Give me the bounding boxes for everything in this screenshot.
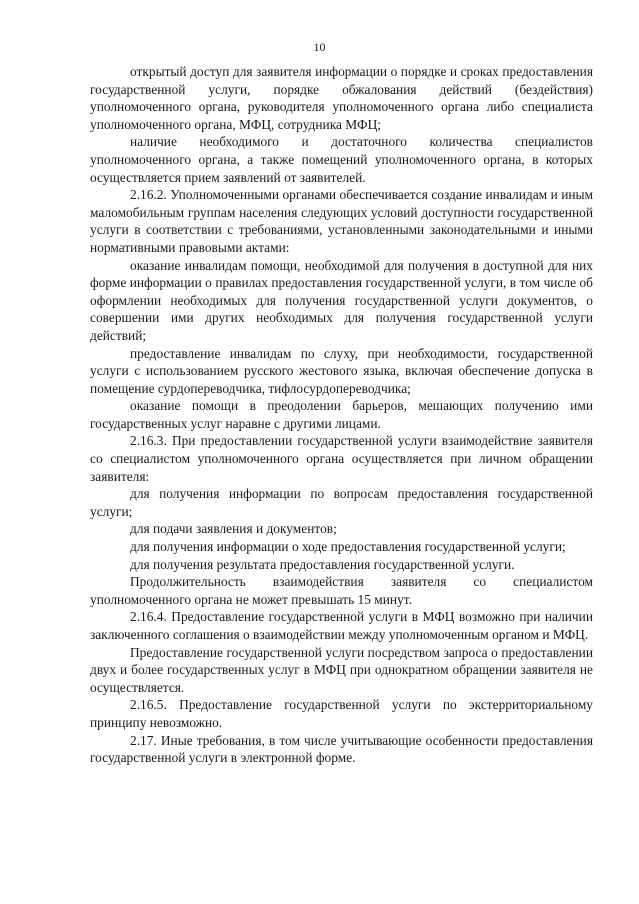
paragraph: наличие необходимого и достаточного количества специалистов уполномоченного органа, а также помещений уполномоченного органа, в которых осуществляется прием заявлений от заявителей.: [90, 134, 593, 185]
paragraph: Продолжительность взаимодействия заявителя со специалистом уполномоченного органа не может превышать 15 минут.: [90, 574, 593, 607]
paragraph: для получения информации о ходе предоставления государственной услуги;: [130, 539, 566, 555]
paragraph: открытый доступ для заявителя информации о порядке и сроках предоставления государственной услуги, порядке обжалования действий (бездействия) уполномоченного органа, руководителя уполномоченного органа либо специалиста уполномоченного органа, МФЦ, сотрудника МФЦ;: [90, 64, 593, 132]
paragraph: для получения информации по вопросам предоставления государственной услуги;: [90, 486, 593, 519]
paragraph: 2.17. Иные требования, в том числе учитывающие особенности предоставления государственной услуги в электронной форме.: [90, 732, 593, 766]
paragraph: для получения результата предоставления государственной услуги.: [130, 556, 515, 572]
paragraph: предоставление инвалидам по слуху, при необходимости, государственной услуги с использованием русского жестового языка, включая обеспечение допуска в помещение сурдопереводчика, тифлосурдопереводчика;: [90, 345, 593, 396]
page-number: 10: [313, 40, 326, 54]
paragraph: 2.16.4. Предоставление государственной услуги в МФЦ возможно при наличии заключенного соглашения о взаимодействии между уполномоченным органом и МФЦ.: [90, 609, 593, 642]
paragraph: Предоставление государственной услуги посредством запроса о предоставлении двух и более государственных услуг в МФЦ при однократном обращении заявителя не осуществляется.: [90, 644, 593, 695]
paragraph: для подачи заявления и документов;: [130, 521, 337, 537]
paragraph: оказание инвалидам помощи, необходимой для получения в доступной для них форме информации о правилах предоставления государственной услуги, в том числе об оформлении необходимых для получения государственной услуги документов, о совершении ими других необходимых для получения государственной услуги действий;: [90, 257, 593, 343]
paragraph: оказание помощи в преодолении барьеров, мешающих получению ими государственных услуг наравне с другими лицами.: [90, 398, 593, 431]
paragraph: 2.16.2. Уполномоченными органами обеспечивается создание инвалидам и иным маломобильным группам населения следующих условий доступности государственной услуги в соответствии с требованиями, установленными законодательными и иными нормативными правовыми актами:: [90, 187, 593, 255]
paragraph: 2.16.3. При предоставлении государственной услуги взаимодействие заявителя со специалистом уполномоченного органа осуществляется при личном обращении заявителя:: [90, 433, 593, 484]
document-body: [90, 63, 593, 767]
paragraph: 2.16.5. Предоставление государственной услуги по экстерриториальному принципу невозможно.: [90, 697, 593, 730]
